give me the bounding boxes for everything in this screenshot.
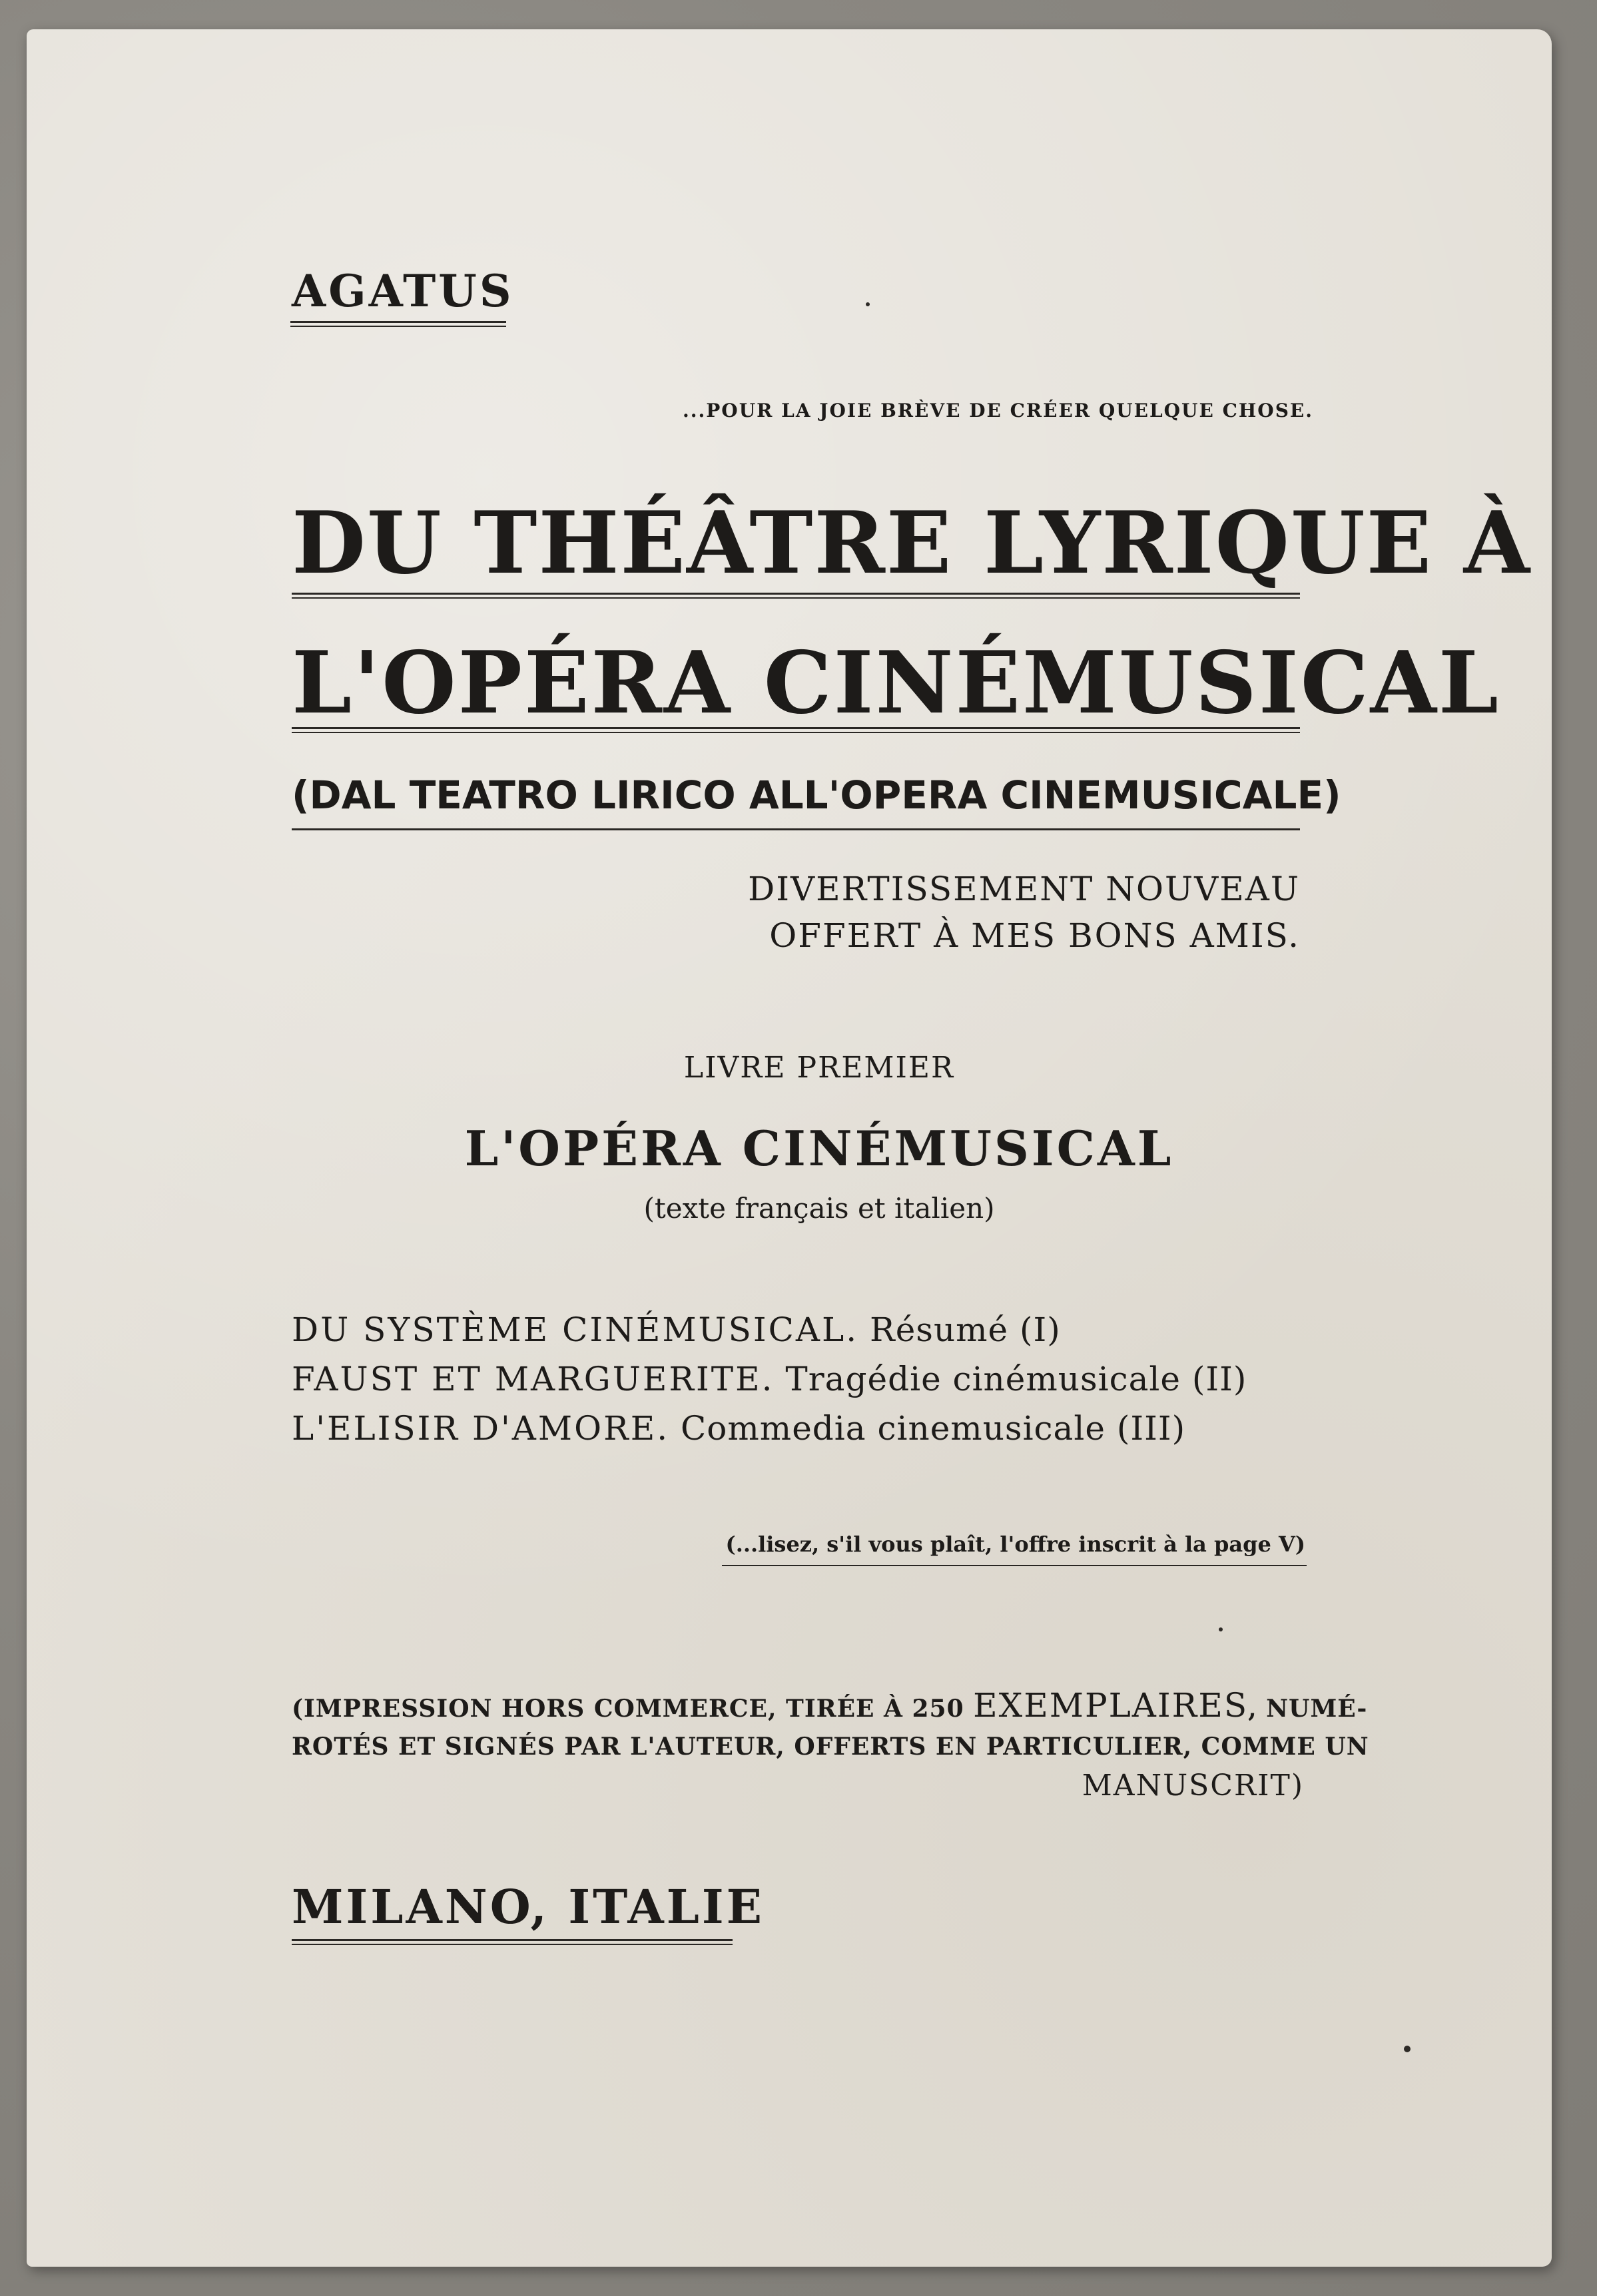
imprint-line-1-end: , NUMÉ- xyxy=(1248,1695,1368,1723)
imprint-copies-word: EXEMPLAIRES xyxy=(973,1686,1249,1725)
title-page xyxy=(27,29,1552,2267)
dedication-line-2: OFFERT À MES BONS AMIS. xyxy=(769,916,1300,955)
place-of-publication: MILANO, ITALIE xyxy=(292,1879,765,1934)
contents-item-description: Tragédie cinémusicale (II) xyxy=(785,1360,1247,1398)
offer-note-rule xyxy=(722,1565,1307,1566)
place-underline xyxy=(292,1939,733,1945)
contents-item-title: FAUST ET MARGUERITE. xyxy=(292,1360,775,1398)
paper-speck xyxy=(1219,1627,1223,1631)
offer-note: (...lisez, s'il vous plaît, l'offre inscrit à la page V) xyxy=(725,1532,1305,1557)
contents-item-title: L'ELISIR D'AMORE. xyxy=(292,1409,670,1448)
paper-speck xyxy=(1404,2046,1411,2052)
author-name: AGATUS xyxy=(292,265,514,317)
author-underline xyxy=(290,321,506,327)
main-title-line-2: L'OPÉRA CINÉMUSICAL xyxy=(292,633,1500,733)
imprint-line-2: ROTÉS ET SIGNÉS PAR L'AUTEUR, OFFERTS EN PARTICULIER, COMME UN xyxy=(292,1733,1369,1761)
imprint-line-1-start: (IMPRESSION HORS COMMERCE, TIRÉE À 250 xyxy=(292,1695,964,1723)
italian-subtitle: (DAL TEATRO LIRICO ALL'OPERA CINEMUSICALE) xyxy=(292,772,1341,818)
book-title: L'OPÉRA CINÉMUSICAL xyxy=(464,1120,1174,1177)
imprint-line-1 xyxy=(292,1686,1368,1725)
contents-item-description: Commedia cinemusicale (III) xyxy=(681,1409,1186,1448)
dedication-line-1: DIVERTISSEMENT NOUVEAU xyxy=(748,870,1300,908)
imprint-line-3: MANUSCRIT) xyxy=(1082,1769,1304,1803)
main-title-line-1-rule xyxy=(292,593,1300,599)
epigraph: ...POUR LA JOIE BRÈVE DE CRÉER QUELQUE CHOSE. xyxy=(683,400,1314,422)
contents-item-title: DU SYSTÈME CINÉMUSICAL. xyxy=(292,1310,859,1349)
paper-speck xyxy=(866,302,870,306)
italian-subtitle-rule xyxy=(292,828,1300,830)
contents-item-description: Résumé (I) xyxy=(870,1310,1061,1349)
contents-item xyxy=(292,1409,1357,1448)
book-language-note: (texte français et italien) xyxy=(643,1192,995,1225)
book-label: LIVRE PREMIER xyxy=(683,1051,955,1085)
contents-item xyxy=(292,1310,1357,1349)
main-title-line-2-rule xyxy=(292,727,1300,733)
contents-item xyxy=(292,1360,1357,1398)
main-title-line-1: DU THÉÂTRE LYRIQUE À xyxy=(292,493,1531,593)
